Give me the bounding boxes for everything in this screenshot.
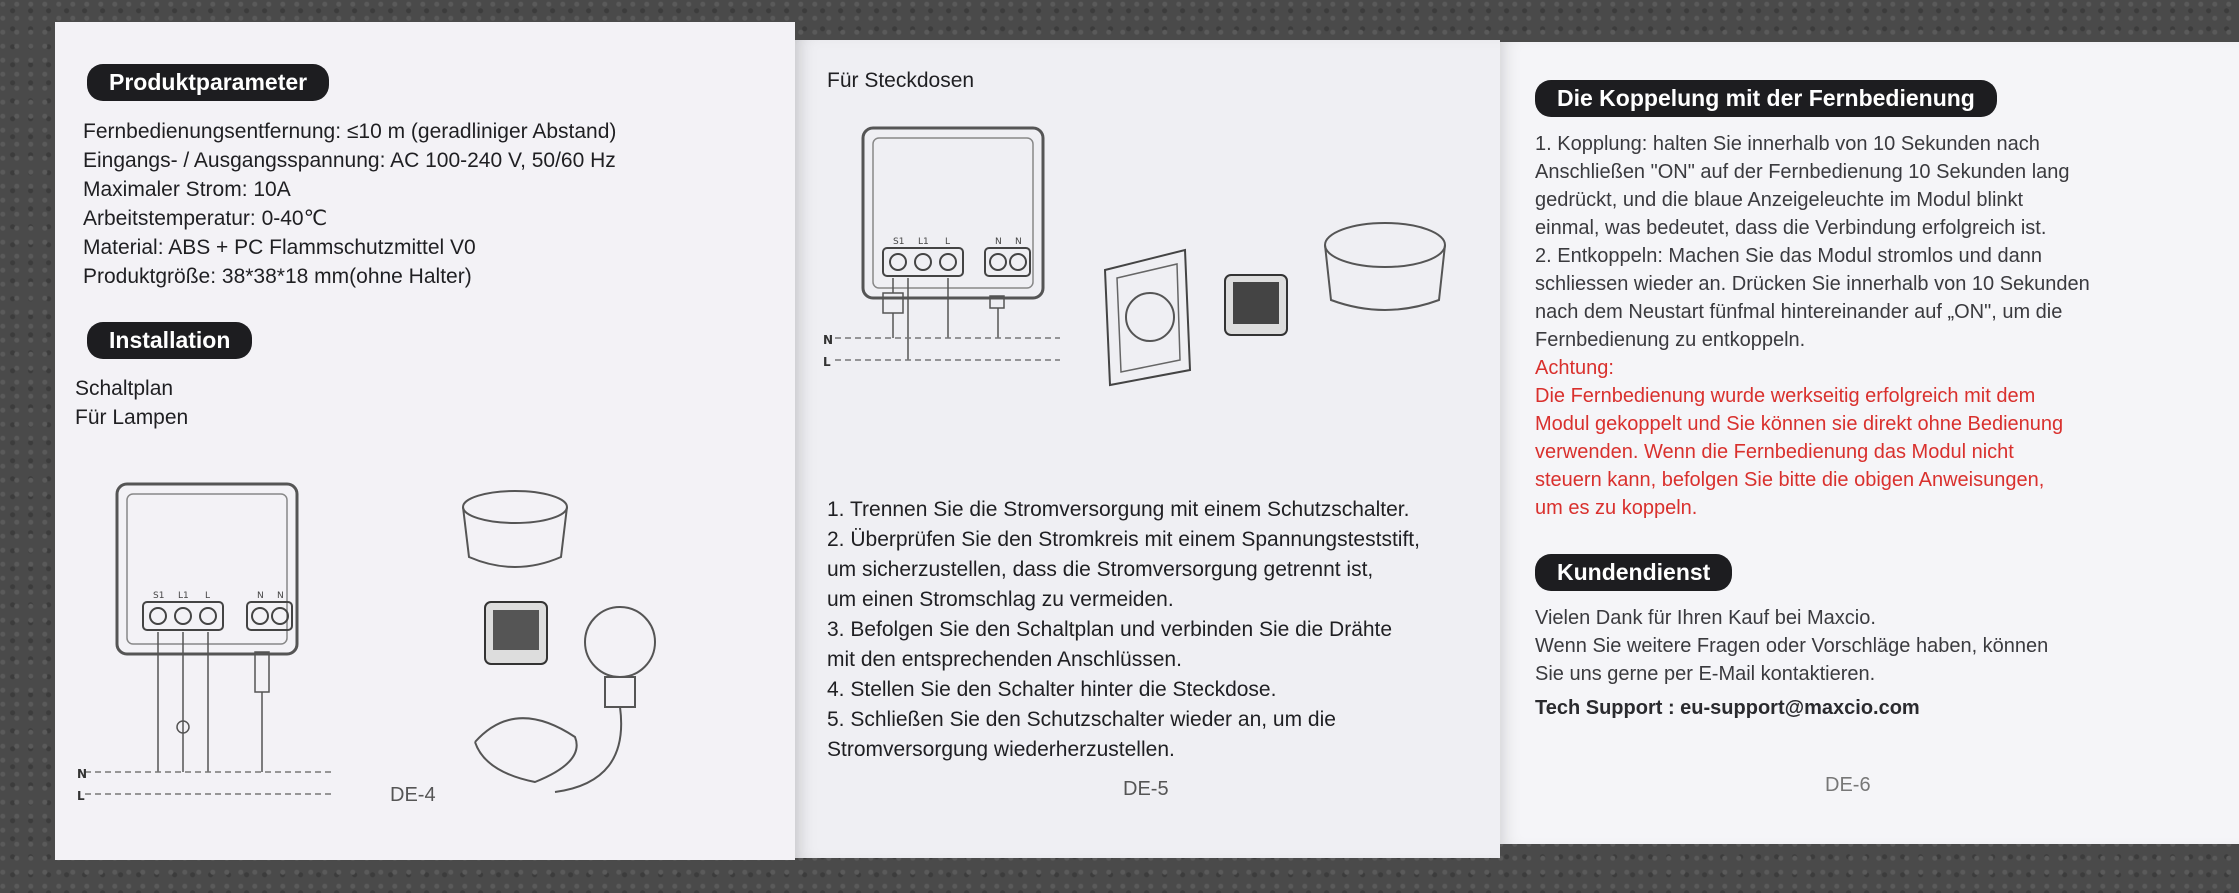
socket-assembly-illustration — [1095, 200, 1475, 400]
param-line: Material: ABS + PC Flammschutzmittel V0 — [83, 236, 476, 259]
pairing-line: 2. Entkoppeln: Machen Sie das Modul stromlos und dann — [1535, 245, 2042, 267]
step-line: Stromversorgung wiederherzustellen. — [827, 738, 1175, 761]
wire-l-label: L — [77, 789, 85, 803]
terminal-label: S1 — [893, 237, 905, 247]
service-line: Wenn Sie weitere Fragen oder Vorschläge haben, können — [1535, 635, 2049, 657]
step-line: 3. Befolgen Sie den Schaltplan und verbinden Sie die Drähte — [827, 618, 1393, 641]
step-line: um sicherzustellen, dass die Stromversorgung getrennt ist, — [827, 558, 1374, 581]
step-line: 1. Trennen Sie die Stromversorgung mit einem Schutzschalter. — [827, 498, 1410, 521]
params-list — [83, 117, 616, 291]
terminal-label: N — [1015, 237, 1022, 247]
attention-block — [1535, 354, 2063, 522]
pairing-line: Fernbedienung zu entkoppeln. — [1535, 329, 1806, 351]
terminal-label: L — [945, 237, 951, 247]
attention-line: um es zu koppeln. — [1535, 497, 1698, 519]
heading-installation: Installation — [87, 322, 252, 359]
terminal-label: N — [995, 237, 1002, 247]
param-line: Maximaler Strom: 10A — [83, 178, 291, 201]
wiring-diagram-socket — [815, 120, 1075, 370]
schaltplan-label: Schaltplan — [75, 377, 174, 400]
attention-title: Achtung: — [1535, 357, 1614, 379]
step-line: 2. Überprüfen Sie den Stromkreis mit einem Spannungsteststift, — [827, 528, 1420, 551]
step-line: 4. Stellen Sie den Schalter hinter die Steckdose. — [827, 678, 1277, 701]
install-steps — [827, 495, 1420, 765]
terminal-label: N — [257, 591, 264, 601]
param-line: Fernbedienungsentfernung: ≤10 m (geradliniger Abstand) — [83, 120, 617, 143]
terminal-label: L1 — [918, 237, 929, 247]
page-de-5 — [795, 40, 1500, 858]
pairing-instructions — [1535, 130, 2090, 354]
tech-support-email: Tech Support : eu-support@maxcio.com — [1535, 697, 1920, 719]
terminal-label: L — [205, 591, 211, 601]
param-line: Produktgröße: 38*38*18 mm(ohne Halter) — [83, 265, 472, 288]
heading-koppelung: Die Koppelung mit der Fernbedienung — [1535, 80, 1997, 117]
page-de-6 — [1500, 42, 2239, 844]
pairing-line: schliessen wieder an. Drücken Sie innerhalb von 10 Sekunden — [1535, 273, 2090, 295]
wire-l-label: L — [823, 355, 831, 369]
wire-n-label: N — [77, 767, 88, 781]
schaltplan-labels — [75, 374, 188, 432]
heading-kundendienst: Kundendienst — [1535, 554, 1732, 591]
page-de-4 — [55, 22, 795, 860]
page-number: DE-4 — [390, 784, 436, 806]
attention-line: steuern kann, befolgen Sie bitte die obigen Anweisungen, — [1535, 469, 2045, 491]
service-line: Vielen Dank für Ihren Kauf bei Maxcio. — [1535, 607, 1876, 629]
pairing-line: 1. Kopplung: halten Sie innerhalb von 10 Sekunden nach — [1535, 133, 2040, 155]
service-line: Sie uns gerne per E-Mail kontaktieren. — [1535, 663, 1876, 685]
attention-line: Modul gekoppelt und Sie können sie direkt ohne Bedienung — [1535, 413, 2064, 435]
page-number: DE-6 — [1825, 774, 1871, 796]
param-line: Arbeitstemperatur: 0-40℃ — [83, 207, 328, 230]
pairing-line: einmal, was bedeutet, dass die Verbindung erfolgreich ist. — [1535, 217, 2047, 239]
attention-line: Die Fernbedienung wurde werkseitig erfolgreich mit dem — [1535, 385, 2036, 407]
service-text — [1535, 604, 2048, 688]
pairing-line: Anschließen "ON" auf der Fernbedienung 10 Sekunden lang — [1535, 161, 2070, 183]
terminal-label: N — [277, 591, 284, 601]
page-number: DE-5 — [1123, 778, 1169, 800]
terminal-label: L1 — [178, 591, 189, 601]
pairing-line: gedrückt, und die blaue Anzeigeleuchte im Modul blinkt — [1535, 189, 2024, 211]
param-line: Eingangs- / Ausgangsspannung: AC 100-240 V, 50/60 Hz — [83, 149, 616, 172]
wire-n-label: N — [823, 333, 834, 347]
heading-produktparameter: Produktparameter — [87, 64, 329, 101]
step-line: um einen Stromschlag zu vermeiden. — [827, 588, 1174, 611]
fuer-lampen-label: Für Lampen — [75, 406, 189, 429]
terminal-label: S1 — [153, 591, 165, 601]
pairing-line: nach dem Neustart fünfmal hintereinander auf „ON", um die — [1535, 301, 2063, 323]
step-line: mit den entsprechenden Anschlüssen. — [827, 648, 1182, 671]
step-line: 5. Schließen Sie den Schutzschalter wieder an, um die — [827, 708, 1336, 731]
attention-line: verwenden. Wenn die Fernbedienung das Modul nicht — [1535, 441, 2014, 463]
wiring-diagram-lamp — [55, 452, 385, 812]
product-illustration — [455, 462, 695, 802]
fuer-steckdosen-label: Für Steckdosen — [827, 69, 975, 92]
